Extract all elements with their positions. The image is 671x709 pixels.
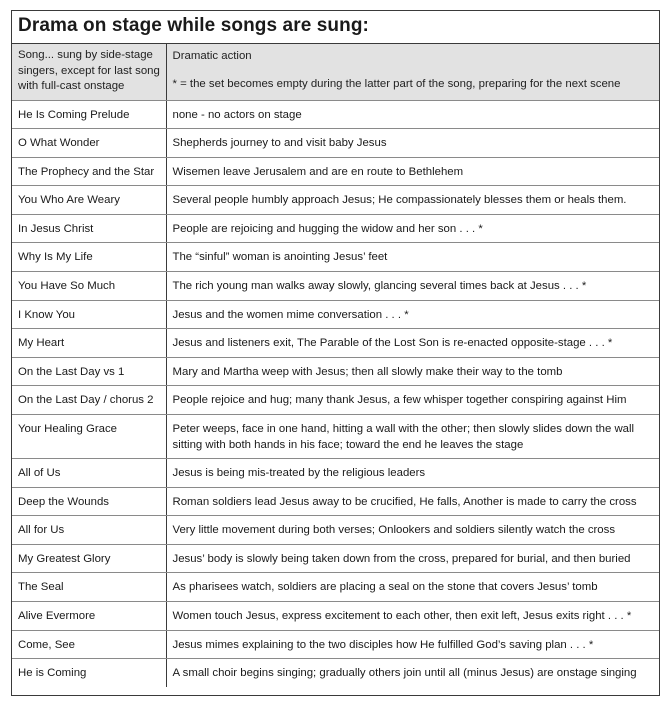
action-cell: Jesus and the women mime conversation . . . *	[166, 300, 659, 329]
table-row	[12, 516, 659, 545]
song-cell: Why Is My Life	[12, 243, 166, 272]
action-cell: Jesus mimes explaining to the two disciples how He fulfilled God’s saving plan . . . *	[166, 630, 659, 659]
action-cell: Jesus and listeners exit, The Parable of the Lost Son is re-enacted opposite-stage . . . *	[166, 329, 659, 358]
song-cell: My Heart	[12, 329, 166, 358]
song-cell: The Prophecy and the Star	[12, 157, 166, 186]
action-column-header	[166, 44, 659, 100]
song-cell: Your Healing Grace	[12, 415, 166, 459]
action-cell: People rejoice and hug; many thank Jesus, a few whisper together conspiring against Him	[166, 386, 659, 415]
table-row	[12, 659, 659, 688]
action-cell: Several people humbly approach Jesus; He compassionately blesses them or heals them.	[166, 186, 659, 215]
song-cell: On the Last Day vs 1	[12, 357, 166, 386]
song-cell: Come, See	[12, 630, 166, 659]
action-cell: As pharisees watch, soldiers are placing a seal on the stone that covers Jesus’ tomb	[166, 573, 659, 602]
table-row	[12, 459, 659, 488]
action-column-title: Dramatic action	[172, 50, 252, 62]
song-cell: The Seal	[12, 573, 166, 602]
song-cell: He is Coming	[12, 659, 166, 688]
action-cell: Women touch Jesus, express excitement to each other, then exit left, Jesus exits right . . . *	[166, 602, 659, 631]
table-row	[12, 487, 659, 516]
action-cell: People are rejoicing and hugging the widow and her son . . . *	[166, 214, 659, 243]
song-cell: He Is Coming Prelude	[12, 100, 166, 129]
song-column-header: Song... sung by side-stage singers, except for last song with full-cast onstage	[12, 44, 166, 100]
table-row	[12, 357, 659, 386]
table-row	[12, 630, 659, 659]
table-row	[12, 602, 659, 631]
action-cell: Jesus’ body is slowly being taken down from the cross, prepared for burial, and then buried	[166, 544, 659, 573]
song-cell: On the Last Day / chorus 2	[12, 386, 166, 415]
table-row	[12, 415, 659, 459]
table-row	[12, 157, 659, 186]
table-row	[12, 272, 659, 301]
table-row	[12, 129, 659, 158]
song-cell: My Greatest Glory	[12, 544, 166, 573]
table-row	[12, 573, 659, 602]
song-cell: Alive Evermore	[12, 602, 166, 631]
drama-table-sheet	[11, 10, 660, 696]
table-row	[12, 386, 659, 415]
table-row	[12, 243, 659, 272]
table-row	[12, 544, 659, 573]
table-row	[12, 186, 659, 215]
action-cell: Roman soldiers lead Jesus away to be crucified, He falls, Another is made to carry the cross	[166, 487, 659, 516]
song-cell: You Who Are Weary	[12, 186, 166, 215]
action-cell: none - no actors on stage	[166, 100, 659, 129]
song-cell: I Know You	[12, 300, 166, 329]
action-cell: Very little movement during both verses; Onlookers and soldiers silently watch the cross	[166, 516, 659, 545]
table-row	[12, 329, 659, 358]
song-cell: In Jesus Christ	[12, 214, 166, 243]
song-cell: Deep the Wounds	[12, 487, 166, 516]
action-cell: Jesus is being mis-treated by the religious leaders	[166, 459, 659, 488]
table-row	[12, 300, 659, 329]
action-cell: The “sinful” woman is anointing Jesus’ feet	[166, 243, 659, 272]
page-title: Drama on stage while songs are sung:	[12, 11, 659, 44]
table-header-row	[12, 44, 659, 100]
action-cell: Wisemen leave Jerusalem and are en route to Bethlehem	[166, 157, 659, 186]
action-cell: Shepherds journey to and visit baby Jesus	[166, 129, 659, 158]
action-cell: The rich young man walks away slowly, glancing several times back at Jesus . . . *	[166, 272, 659, 301]
song-cell: You Have So Much	[12, 272, 166, 301]
song-cell: O What Wonder	[12, 129, 166, 158]
action-cell: Mary and Martha weep with Jesus; then all slowly make their way to the tomb	[166, 357, 659, 386]
action-cell: A small choir begins singing; gradually others join until all (minus Jesus) are onstage singing	[172, 667, 637, 680]
table-row	[12, 100, 659, 129]
drama-table	[12, 44, 659, 687]
asterisk-legend: * = the set becomes empty during the latter part of the song, preparing for the next scene	[172, 78, 621, 90]
action-cell: Peter weeps, face in one hand, hitting a wall with the other; then slowly slides down the wall sitting with both hands in his face; toward the end he leaves the stage	[166, 415, 659, 459]
song-cell: All of Us	[12, 459, 166, 488]
table-row	[12, 214, 659, 243]
song-cell: All for Us	[12, 516, 166, 545]
